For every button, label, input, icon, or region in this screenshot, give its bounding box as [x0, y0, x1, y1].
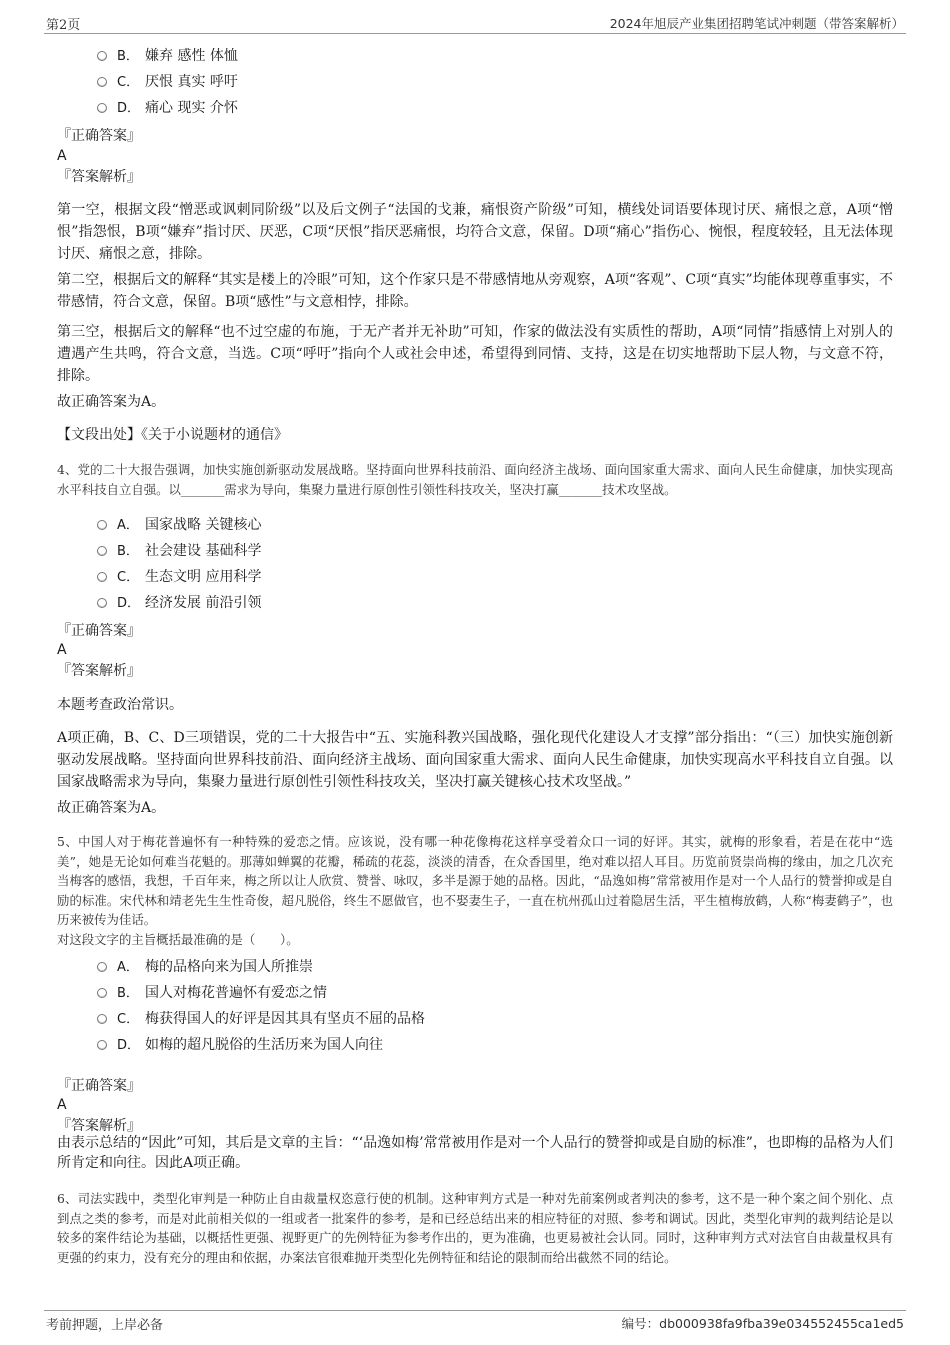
radio-icon[interactable]: [97, 520, 107, 530]
q4-option-b[interactable]: B． 社会建设 基础科学: [97, 542, 261, 561]
q3-analysis-label: 『答案解析』: [57, 169, 141, 185]
radio-icon[interactable]: [97, 572, 107, 582]
q3-option-d[interactable]: D． 痛心 现实 介怀: [97, 99, 238, 118]
header-divider: [44, 33, 906, 34]
q3-analysis-paragraph-3: 第三空，根据后文的解释“也不过空虚的布施，于无产者并无补助”可知，作家的做法没有实质性的帮助，A项“同情”指感情上对别人的遭遇产生共鸣，符合文意，当选。C项“呼吁”指向个人或社会申述，希望得到同情、支持，这是在切实地帮助下层人物，与文意不符，排除。: [57, 324, 893, 384]
q5-option-b[interactable]: B． 国人对梅花普遍怀有爱恋之情: [97, 984, 327, 1003]
q4-answer: A: [57, 642, 67, 658]
radio-icon[interactable]: [97, 988, 107, 998]
q4-option-a[interactable]: A． 国家战略 关键核心: [97, 516, 261, 535]
q5-option-d[interactable]: D． 如梅的超凡脱俗的生活历来为国人向往: [97, 1036, 383, 1055]
document-title: 2024年旭辰产业集团招聘笔试冲刺题（带答案解析）: [609, 16, 904, 31]
document-id: 编号：db000938fa9fba39e034552455ca1ed5: [621, 1316, 904, 1331]
q5-analysis: 由表示总结的“因此”可知，其后是文章的主旨：“‘品逸如梅’常常被用作是对一个人品行的赞誉抑或是自励的标准”，也即梅的品格为人们所肯定和向往。因此A项正确。: [57, 1135, 893, 1171]
radio-icon[interactable]: [97, 598, 107, 608]
q5-analysis-label: 『答案解析』: [57, 1118, 141, 1134]
q4-answer-label: 『正确答案』: [57, 623, 141, 639]
footer-slogan: 考前押题，上岸必备: [46, 1318, 164, 1333]
q3-option-b[interactable]: B． 嫌弃 感性 体恤: [97, 47, 238, 66]
radio-icon[interactable]: [97, 1040, 107, 1050]
radio-icon[interactable]: [97, 51, 107, 61]
q6-stem: 6、司法实践中，类型化审判是一种防止自由裁量权恣意行使的机制。这种审判方式是一种对先前案例或者判决的参考，这不是一种个案之间个别化、点到点之类的参考，而是对此前相关似的一组或者一批案件的参考，是和已经总结出来的相应特征的对照、参考和调试。因此，类型化审判的裁判结论是以较多的案件结论为基础，以概括性更强、视野更广的先例特征为参考作出的，更为准确，也更易被社会认同。同时，这种审判方式对法官自由裁量权具有更强的约束力，没有充分的理由和依据，办案法官很难抛开类型化先例特征和结论的限制而给出截然不同的结论。: [57, 1191, 893, 1265]
q3-answer: A: [57, 148, 67, 164]
q5-question: 对这段文字的主旨概括最准确的是（ ）。: [57, 932, 299, 947]
q5-option-a[interactable]: A． 梅的品格向来为国人所推崇: [97, 958, 313, 977]
q3-source: 【文段出处】《关于小说题材的通信》: [57, 427, 288, 443]
radio-icon[interactable]: [97, 103, 107, 113]
q3-analysis-paragraph-1: 第一空，根据文段“憎恶或讽刺同阶级”以及后文例子“法国的戈兼，痛恨资产阶级”可知，横线处词语要体现讨厌、痛恨之意，A项“憎恨”指怨恨，B项“嫌弃”指讨厌、厌恶，C项“厌恨”指厌恶痛恨，均符合文意，保留。D项“痛心”指伤心、惋恨，程度较轻，且无法体现讨厌、痛恨之意，排除。: [57, 202, 893, 262]
q5-answer: A: [57, 1097, 67, 1113]
footer-divider: [44, 1310, 906, 1311]
q4-analysis-paragraph-1: 本题考查政治常识。: [57, 697, 183, 713]
radio-icon[interactable]: [97, 962, 107, 972]
radio-icon[interactable]: [97, 546, 107, 556]
q3-option-c[interactable]: C． 厌恨 真实 呼吁: [97, 73, 238, 92]
q4-conclusion: 故正确答案为A。: [57, 800, 166, 816]
page-number: 第2页: [46, 18, 81, 33]
q5-stem: 5、中国人对于梅花普遍怀有一种特殊的爱恋之情。应该说，没有哪一种花像梅花这样享受着众口一词的好评。其实，就梅的形象看，若是在花中“选美”，她是无论如何难当花魁的。那薄如蝉翼的花瓣，稀疏的花蕊，淡淡的清香，在众香国里，绝对难以招人耳目。历览前贤崇尚梅的缘由，加之几次充当梅客的感悟，我想，千百年来，梅之所以让人欣赏、赞誉、咏叹，多半是源于她的品格。因此，“品逸如梅”常常被用作是对一个人品行的赞誉抑或是自励的标准。宋代林和靖老先生生性奇俊，超凡脱俗，终生不愿做官，也不娶妻生子，一直在杭州孤山过着隐居生活，平生植梅放鹤，人称“梅妻鹤子”，也历来被传为佳话。: [57, 834, 893, 927]
q4-option-c[interactable]: C． 生态文明 应用科学: [97, 568, 261, 587]
radio-icon[interactable]: [97, 77, 107, 87]
q3-answer-label: 『正确答案』: [57, 128, 141, 144]
q5-option-c[interactable]: C． 梅获得国人的好评是因其具有坚贞不屈的品格: [97, 1010, 425, 1029]
q3-analysis-paragraph-2: 第二空，根据后文的解释“其实是楼上的冷眼”可知，这个作家只是不带感情地从旁观察，A项“客观”、C项“真实”均能体现尊重事实，不带感情，符合文意，保留。B项“感性”与文意相悖，排除。: [57, 272, 893, 310]
q4-analysis-label: 『答案解析』: [57, 663, 141, 679]
q4-analysis-paragraph-2: A项正确，B、C、D三项错误，党的二十大报告中“五、实施科教兴国战略，强化现代化建设人才支撑”部分指出：“（三）加快实施创新驱动发展战略。坚持面向世界科技前沿、面向经济主战场、面向国家重大需求、面向人民生命健康，加快实现高水平科技自立自强。以国家战略需求为导向，集聚力量进行原创性引领性科技攻关，坚决打赢关键核心技术攻坚战。”: [57, 730, 893, 790]
q5-answer-label: 『正确答案』: [57, 1078, 141, 1094]
radio-icon[interactable]: [97, 1014, 107, 1024]
q3-conclusion: 故正确答案为A。: [57, 394, 166, 410]
q4-option-d[interactable]: D． 经济发展 前沿引领: [97, 594, 261, 613]
q4-stem: 4、党的二十大报告强调，加快实施创新驱动发展战略。坚持面向世界科技前沿、面向经济主战场、面向国家重大需求、面向人民生命健康，加快实现高水平科技自立自强。以_______需求为导向，集聚力量进行原创性引领性科技攻关，坚决打赢_______技术攻坚战。: [57, 462, 893, 497]
